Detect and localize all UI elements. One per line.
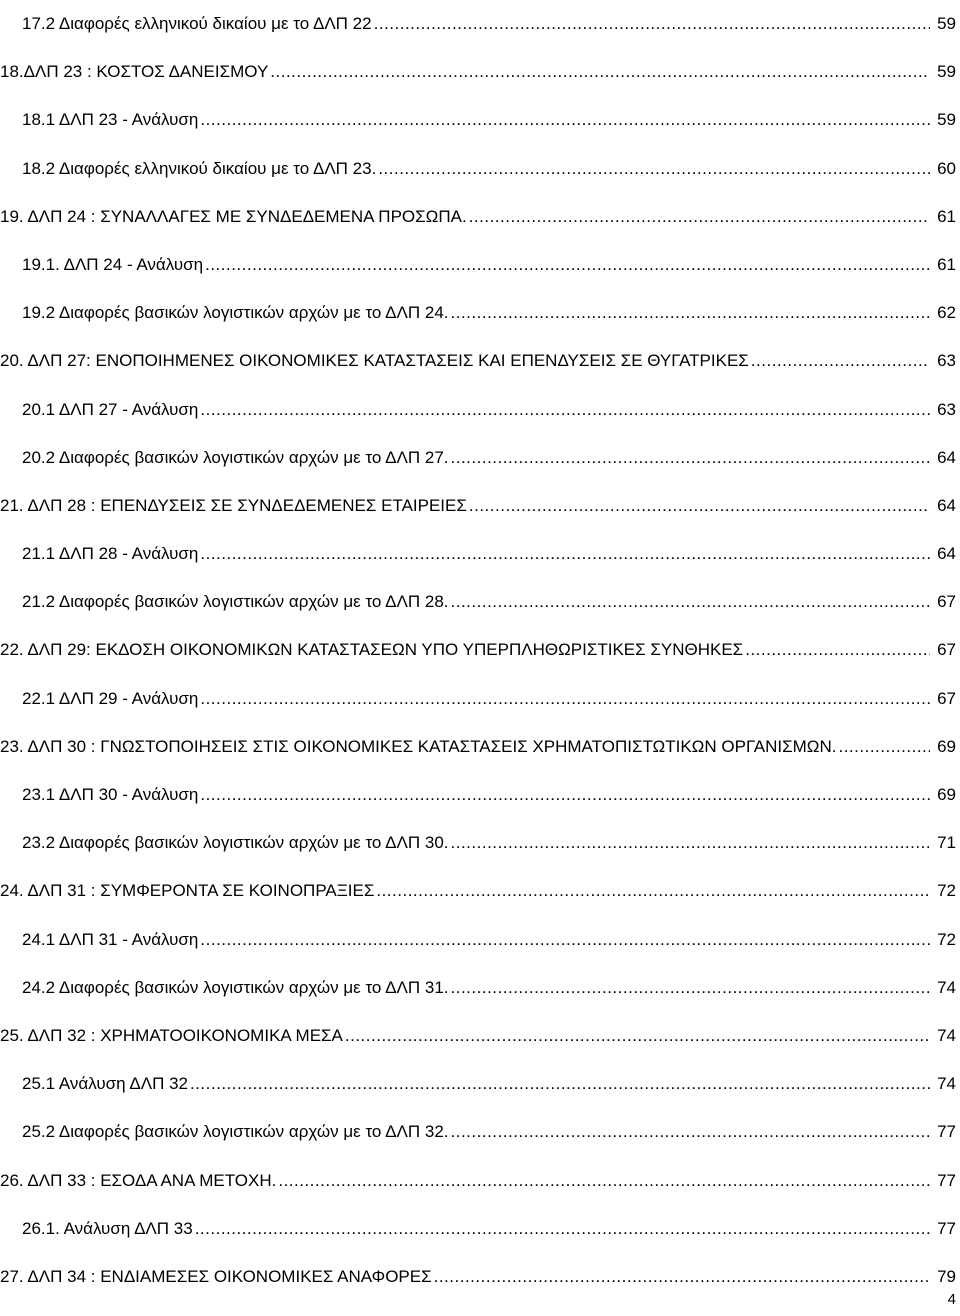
toc-dot-leader — [270, 48, 930, 96]
toc-entry-page: 74 — [937, 1074, 956, 1094]
toc-entry-page: 59 — [937, 110, 956, 130]
toc-dot-leader — [451, 964, 930, 1012]
toc-entry[interactable] — [0, 48, 960, 96]
toc-entry-title: 18.1 ΔΛΠ 23 - Ανάλυση — [22, 110, 199, 130]
toc-entry[interactable] — [0, 626, 960, 674]
toc-entry-title: 19.2 Διαφορές βασικών λογιστικών αρχών με το ΔΛΠ 24. — [22, 303, 449, 323]
toc-dot-leader — [200, 675, 930, 723]
toc-dot-leader — [205, 241, 930, 289]
toc-entry-page: 77 — [937, 1122, 956, 1142]
toc-entry-title: 20. ΔΛΠ 27: ΕΝΟΠΟΙΗΜΕΝΕΣ ΟΙΚΟΝΟΜΙΚΕΣ ΚΑΤΑΣΤΑΣΕΙΣ ΚΑΙ ΕΠΕΝΔΥΣΕΙΣ ΣΕ ΘΥΓΑΤΡΙΚΕΣ — [0, 351, 749, 371]
toc-dot-leader — [451, 289, 930, 337]
toc-dot-leader — [451, 1108, 930, 1156]
toc-entry-title: 19. ΔΛΠ 24 : ΣΥΝΑΛΛΑΓΕΣ ΜΕ ΣΥΝΔΕΔΕΜΕΝΑ ΠΡΟΣΩΠΑ. — [0, 206, 467, 226]
toc-entry-page: 64 — [937, 495, 956, 515]
toc-entry-page: 60 — [937, 158, 956, 178]
toc-entry[interactable] — [0, 819, 960, 867]
toc-entry-page: 59 — [937, 14, 956, 33]
toc-entry[interactable] — [0, 723, 960, 771]
toc-entry-title: 20.2 Διαφορές βασικών λογιστικών αρχών με το ΔΛΠ 27. — [22, 447, 449, 467]
toc-entry-page: 72 — [937, 929, 956, 949]
toc-entry-page: 63 — [937, 399, 956, 419]
toc-dot-leader — [451, 819, 930, 867]
toc-entry[interactable] — [0, 0, 960, 48]
toc-entry-title: 27. ΔΛΠ 34 : ΕΝΔΙΑΜΕΣΕΣ ΟΙΚΟΝΟΜΙΚΕΣ ΑΝΑΦΟΡΕΣ — [0, 1266, 432, 1286]
toc-entry-page: 74 — [937, 1025, 956, 1045]
toc-entry-page: 64 — [937, 447, 956, 467]
toc-entry[interactable] — [0, 337, 960, 385]
toc-entry[interactable] — [0, 530, 960, 578]
toc-entry-title: 21.2 Διαφορές βασικών λογιστικών αρχών με το ΔΛΠ 28. — [22, 592, 449, 612]
toc-entry[interactable] — [0, 241, 960, 289]
toc-entry-title: 26. ΔΛΠ 33 : ΕΣΟΔΑ ΑΝΑ ΜΕΤΟΧΗ. — [0, 1170, 277, 1190]
toc-entry-page: 71 — [937, 833, 956, 853]
toc-dot-leader — [200, 96, 930, 144]
toc-entry-title: 25.1 Ανάλυση ΔΛΠ 32 — [22, 1074, 188, 1094]
toc-entry[interactable] — [0, 434, 960, 482]
toc-dot-leader — [378, 145, 930, 193]
toc-entry-title: 24. ΔΛΠ 31 : ΣΥΜΦΕΡΟΝΤΑ ΣΕ ΚΟΙΝΟΠΡΑΞΙΕΣ — [0, 881, 375, 901]
toc-dot-leader — [200, 771, 930, 819]
toc-entry-page: 59 — [937, 62, 956, 82]
page-number: 4 — [947, 1291, 956, 1308]
toc-entry-title: 25.2 Διαφορές βασικών λογιστικών αρχών με το ΔΛΠ 32. — [22, 1122, 449, 1142]
toc-entry-title: 24.1 ΔΛΠ 31 - Ανάλυση — [22, 929, 199, 949]
toc-entry-title: 23.2 Διαφορές βασικών λογιστικών αρχών με το ΔΛΠ 30. — [22, 833, 449, 853]
toc-entry-page: 62 — [937, 303, 956, 323]
toc-entry[interactable] — [0, 145, 960, 193]
toc-entry-page: 69 — [937, 736, 956, 756]
toc-entry-title: 18.ΔΛΠ 23 : ΚΟΣΤΟΣ ΔΑΝΕΙΣΜΟΥ — [0, 62, 269, 82]
toc-dot-leader — [469, 482, 930, 530]
toc-entry-page: 69 — [937, 785, 956, 804]
toc-entry-page: 67 — [937, 640, 956, 660]
toc-entry[interactable] — [0, 1253, 960, 1301]
toc-entry[interactable] — [0, 193, 960, 241]
toc-entry-page: 72 — [937, 881, 956, 901]
toc-dot-leader — [195, 1205, 930, 1253]
toc-entry-title: 21.1 ΔΛΠ 28 - Ανάλυση — [22, 544, 199, 564]
toc-entry-title: 22.1 ΔΛΠ 29 - Ανάλυση — [22, 688, 199, 708]
toc-entry-page: 67 — [937, 592, 956, 612]
toc-entry[interactable] — [0, 482, 960, 530]
toc-entry-title: 22. ΔΛΠ 29: ΕΚΔΟΣΗ ΟΙΚΟΝΟΜΙΚΩΝ ΚΑΤΑΣΤΑΣΕΩΝ ΥΠΟ ΥΠΕΡΠΛΗΘΩΡΙΣΤΙΚΕΣ ΣΥΝΘΗΚΕΣ — [0, 640, 744, 660]
toc-dot-leader — [745, 626, 930, 674]
toc-entry[interactable] — [0, 1205, 960, 1253]
toc-entry[interactable] — [0, 578, 960, 626]
toc-entry-title: 23.1 ΔΛΠ 30 - Ανάλυση — [22, 785, 199, 804]
toc-entry-page: 74 — [937, 977, 956, 997]
toc-entry-title: 24.2 Διαφορές βασικών λογιστικών αρχών με το ΔΛΠ 31. — [22, 977, 449, 997]
toc-dot-leader — [278, 1157, 930, 1205]
toc-dot-leader — [434, 1253, 930, 1301]
toc-entry-page: 61 — [937, 254, 956, 274]
toc-dot-leader — [451, 578, 930, 626]
toc-entry-page: 77 — [937, 1218, 956, 1238]
toc-entry[interactable] — [0, 867, 960, 915]
toc-entry[interactable] — [0, 675, 960, 723]
toc-dot-leader — [345, 1012, 930, 1060]
toc-entry[interactable] — [0, 1157, 960, 1205]
toc-entry[interactable] — [0, 96, 960, 144]
toc-entry-page: 63 — [937, 351, 956, 371]
toc-entry[interactable] — [0, 386, 960, 434]
toc-entry-title: 18.2 Διαφορές ελληνικού δικαίου με το ΔΛΠ 23. — [22, 158, 377, 178]
toc-entry-page: 64 — [937, 544, 956, 564]
toc-entry-title: 25. ΔΛΠ 32 : ΧΡΗΜΑΤΟΟΙΚΟΝΟΜΙΚΑ ΜΕΣΑ — [0, 1025, 343, 1045]
toc-entry-title: 19.1. ΔΛΠ 24 - Ανάλυση — [22, 254, 204, 274]
toc-entry[interactable] — [0, 1012, 960, 1060]
toc-dot-leader — [190, 1060, 930, 1108]
toc-entry-page: 77 — [937, 1170, 956, 1190]
toc-dot-leader — [200, 386, 930, 434]
toc-dot-leader — [751, 337, 930, 385]
toc-entry[interactable] — [0, 964, 960, 1012]
toc-dot-leader — [838, 723, 930, 771]
toc-entry-page: 79 — [937, 1266, 956, 1286]
toc-dot-leader — [200, 530, 930, 578]
toc-entry[interactable] — [0, 1060, 960, 1108]
toc-entry-title: 23. ΔΛΠ 30 : ΓΝΩΣΤΟΠΟΙΗΣΕΙΣ ΣΤΙΣ ΟΙΚΟΝΟΜΙΚΕΣ ΚΑΤΑΣΤΑΣΕΙΣ ΧΡΗΜΑΤΟΠΙΣΤΩΤΙΚΩΝ ΟΡΓΑΝΙΣΜΩΝ. — [0, 736, 837, 756]
toc-entry-page: 61 — [937, 206, 956, 226]
toc-entry-title: 21. ΔΛΠ 28 : ΕΠΕΝΔΥΣΕΙΣ ΣΕ ΣΥΝΔΕΔΕΜΕΝΕΣ ΕΤΑΙΡΕΙΕΣ — [0, 495, 467, 515]
toc-entry[interactable] — [0, 916, 960, 964]
toc-dot-leader — [451, 434, 930, 482]
toc-dot-leader — [374, 0, 930, 48]
toc-entry[interactable] — [0, 1108, 960, 1156]
toc-dot-leader — [469, 193, 930, 241]
toc-entry-title: 20.1 ΔΛΠ 27 - Ανάλυση — [22, 399, 199, 419]
toc-dot-leader — [200, 916, 930, 964]
toc-entry-page: 67 — [937, 688, 956, 708]
toc-entry-title: 26.1. Ανάλυση ΔΛΠ 33 — [22, 1218, 193, 1238]
toc-entry[interactable] — [0, 289, 960, 337]
toc-dot-leader — [376, 867, 930, 915]
toc-entry[interactable] — [0, 771, 960, 819]
toc-entry-title: 17.2 Διαφορές ελληνικού δικαίου με το ΔΛΠ 22 — [22, 14, 372, 33]
